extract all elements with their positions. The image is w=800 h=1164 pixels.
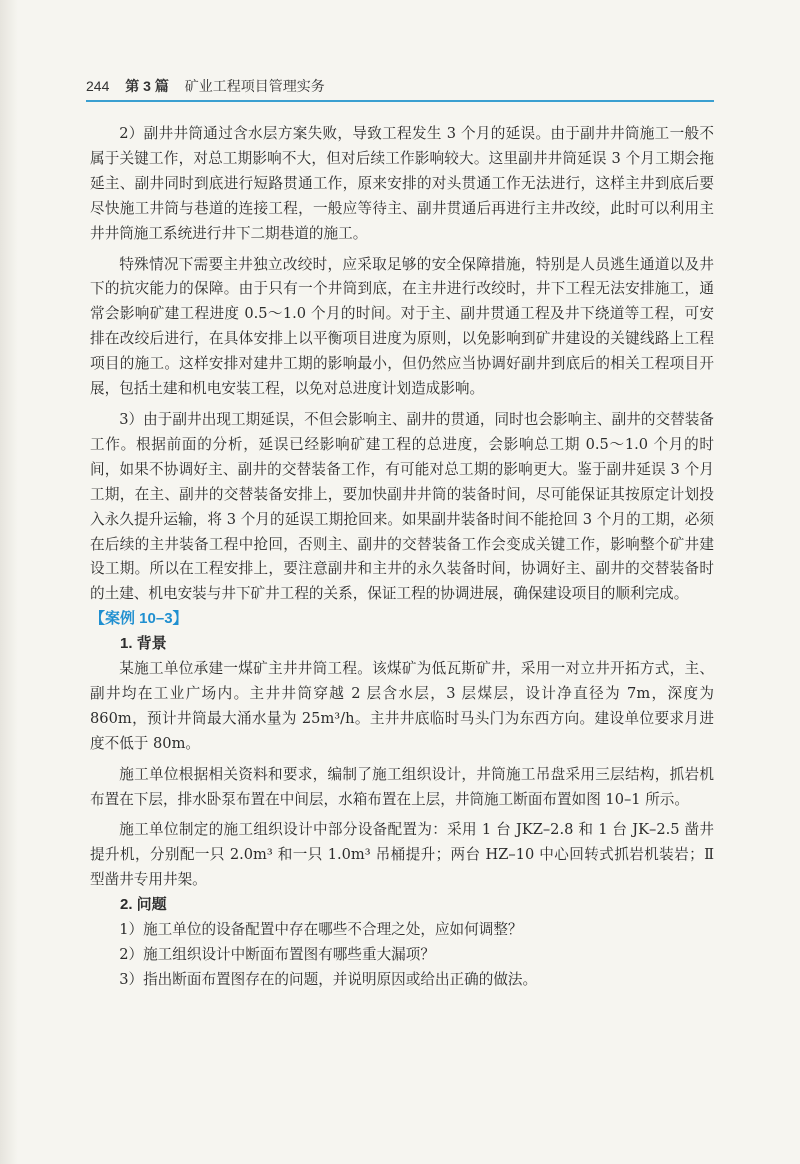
page-header — [86, 76, 714, 100]
paragraph-special-cases: 特殊情况下需要主井独立改绞时，应采取足够的安全保障措施，特别是人员逃生通道以及井下的抗灾能力的保障。由于只有一个井筒到底，在主井进行改绞时，井下工程无法安排施工，通常会影响矿建工程进度 0.5～1.0 个月的时间。对于主、副井贯通工程及井下绕道等工程，可安排在改绞后进行，在具体安排上以平衡项目进度为原则，以免影响到矿井建设的关键线路上工程项目的施工。这样安排对建井工期的影响最小，但仍然应当协调好副井到底后的相关工程项目开展，包括土建和机电安装工程，以免对总进度计划造成影响。 — [90, 255, 714, 398]
chapter-title: 矿业工程项目管理实务 — [184, 78, 325, 94]
paragraph-background-2: 施工单位根据相关资料和要求，编制了施工组织设计，井筒施工吊盘采用三层结构，抓岩机布置在下层，排水卧泵布置在中间层，水箱布置在上层，井筒施工断面布置如图 10–1 所示。 — [90, 765, 714, 808]
page-number: 244 — [86, 78, 110, 94]
section-heading-background: 1. 背景 — [120, 635, 167, 653]
paragraph-background-1: 某施工单位承建一煤矿主井井筒工程。该煤矿为低瓦斯矿井，采用一对立井开拓方式，主、副井均在工业广场内。主井井筒穿越 2 层含水层，3 层煤层，设计净直径为 7m，深度为 860m，预计井筒最大涌水量为 25m³/h。主井井底临时马头门为东西方向。建设单位要求月进度不低于 80m。 — [90, 660, 714, 752]
paragraph-delay-analysis-2: 2）副井井筒通过含水层方案失败，导致工程发生 3 个月的延误。由于副井井筒施工一般不属于关键工作，对总工期影响不大，但对后续工作影响较大。这里副井井筒延误 3 个月工期会拖延主、副井同时到底进行短路贯通工作，原来安排的对头贯通工作无法进行，这样主井到底后要尽快施工井筒与巷道的连接工程，一般应等待主、副井贯通后再进行主井改绞，此时可以利用主井井筒施工系统进行井下二期巷道的施工。 — [90, 125, 714, 242]
chapter-label: 第 3 篇 — [125, 78, 169, 94]
page-body — [90, 122, 714, 993]
paragraph-delay-analysis-3: 3）由于副井出现工期延误，不但会影响主、副井的贯通，同时也会影响主、副井的交替装备工作。根据前面的分析，延误已经影响矿建工程的总进度，会影响总工期 0.5～1.0 个月的时间，如果不协调好主、副井的交替装备工作，有可能对总工期的影响更大。鉴于副井延误 3 个月工期，在主、副井的交替装备安排上，要加快副井井筒的装备时间，尽可能保证其按原定计划投入永久提升运输，将 3 个月的延误工期抢回来。如果副井装备时间不能抢回 3 个月的工期，必须在后续的主井装备工程中抢回，否则主、副井的交替装备工作会变成关键工作，影响整个矿井建设工期。所以在工程安排上，要注意副井和主井的永久装备时间，协调好主、副井的交替装备时的土建、机电安装与井下矿井工程的关系，保证工程的协调进展，确保建设项目的顺利完成。 — [90, 410, 714, 603]
paragraph-background-3: 施工单位制定的施工组织设计中部分设备配置为：采用 1 台 JKZ–2.8 和 1 台 JK–2.5 凿井提升机，分别配一只 2.0m³ 和一只 1.0m³ 吊桶提升；两台 HZ–10 中心回转式抓岩机装岩；Ⅱ型凿井专用井架。 — [90, 821, 714, 889]
header-divider — [86, 100, 714, 102]
page-fold-shadow — [0, 0, 18, 1164]
case-title: 【案例 10–3】 — [90, 610, 188, 628]
question-1: 1）施工单位的设备配置中存在哪些不合理之处，应如何调整？ — [119, 921, 523, 939]
section-heading-questions: 2. 问题 — [120, 896, 167, 914]
question-2: 2）施工组织设计中断面布置图有哪些重大漏项？ — [119, 946, 435, 963]
question-3: 3）指出断面布置图存在的问题，并说明原因或给出正确的做法。 — [119, 970, 538, 988]
